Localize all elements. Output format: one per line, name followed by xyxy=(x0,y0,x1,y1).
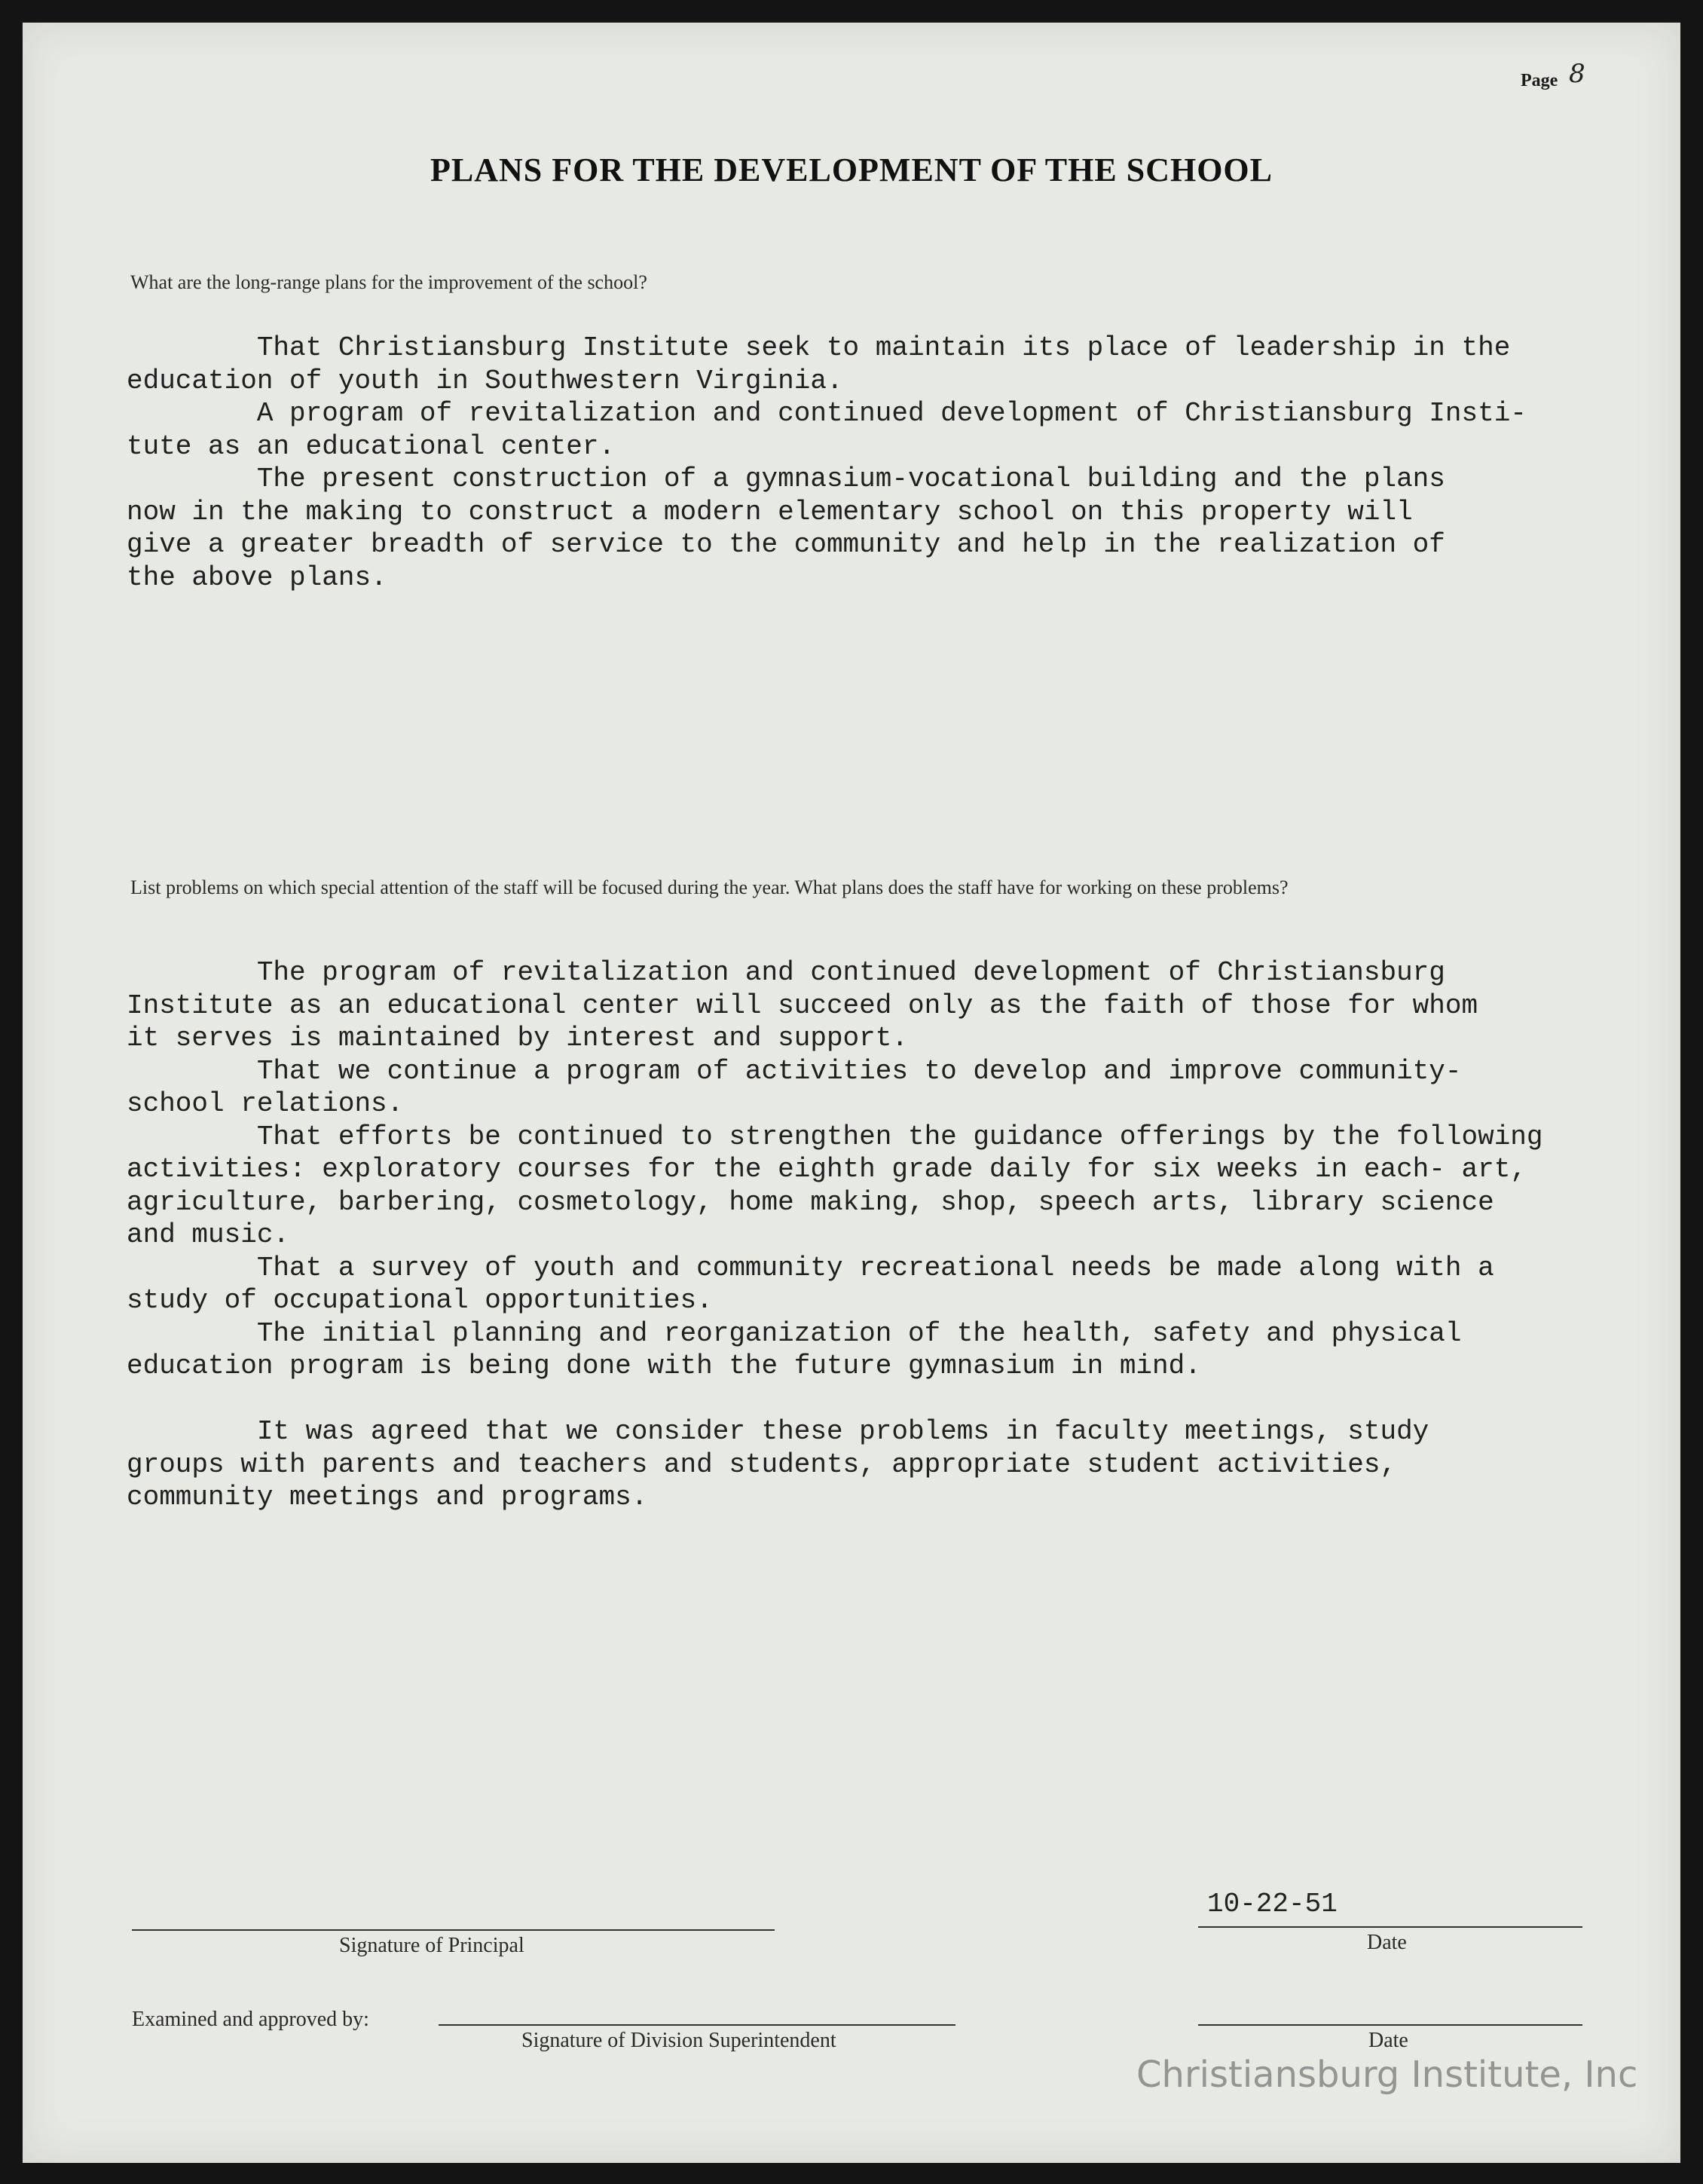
date-label: Date xyxy=(1367,1931,1407,1954)
date-label-2: Date xyxy=(1368,2029,1408,2052)
date-line xyxy=(1198,1926,1582,1928)
typed-line: tute as an educational center. xyxy=(127,430,616,462)
typed-line: That Christiansburg Institute seek to maintain its place of leadership in the xyxy=(127,332,1511,363)
typed-line: and music. xyxy=(127,1219,290,1250)
typed-line: now in the making to construct a modern elementary school on this property will xyxy=(127,496,1413,528)
typed-line: That a survey of youth and community recreational needs be made along with a xyxy=(127,1252,1494,1283)
typed-line: agriculture, barbering, cosmetology, home making, shop, speech arts, library science xyxy=(127,1186,1494,1218)
typed-line: study of occupational opportunities. xyxy=(127,1285,713,1316)
typed-line: That we continue a program of activities to develop and improve community- xyxy=(127,1055,1462,1087)
page-label: Page xyxy=(1521,71,1558,90)
principal-signature-line xyxy=(132,1929,775,1931)
date-value: 10-22-51 xyxy=(1207,1889,1338,1919)
typed-line: A program of revitalization and continued development of Christiansburg Insti- xyxy=(127,398,1527,429)
typed-line: it serves is maintained by interest and support. xyxy=(127,1023,908,1054)
typed-line: community meetings and programs. xyxy=(127,1482,648,1513)
typed-line: education of youth in Southwestern Virginia. xyxy=(127,365,843,396)
superintendent-signature-label: Signature of Division Superintendent xyxy=(521,2029,836,2052)
typed-line: activities: exploratory courses for the eighth grade daily for six weeks in each- art, xyxy=(127,1154,1527,1185)
typed-line: The initial planning and reorganization of the health, safety and physical xyxy=(127,1317,1462,1349)
typed-line: Institute as an educational center will succeed only as the faith of those for whom xyxy=(127,990,1478,1021)
typed-answer-long-range-plans xyxy=(127,332,1527,594)
typed-line: It was agreed that we consider these problems in faculty meetings, study xyxy=(127,1416,1429,1447)
typed-line: That efforts be continued to strengthen the guidance offerings by the following xyxy=(127,1121,1543,1152)
question-staff-problems: List problems on which special attention of the staff will be focused during the year. What plans does the staff have for working on these problems? xyxy=(130,876,1289,898)
date-line-2 xyxy=(1198,2024,1582,2026)
superintendent-signature-line xyxy=(439,2024,955,2026)
typed-line: education program is being done with the future gymnasium in mind. xyxy=(127,1350,1201,1381)
typed-line: groups with parents and teachers and students, appropriate student activities, xyxy=(127,1448,1397,1480)
typed-line: the above plans. xyxy=(127,561,387,593)
page-title: PLANS FOR THE DEVELOPMENT OF THE SCHOOL xyxy=(430,151,1273,188)
typed-line xyxy=(127,1383,1543,1416)
typed-line: school relations. xyxy=(127,1088,404,1119)
typed-answer-staff-problems xyxy=(127,956,1543,1514)
typed-line: give a greater breadth of service to the community and help in the realization of xyxy=(127,529,1445,560)
watermark: Christiansburg Institute, Inc xyxy=(1136,2054,1638,2096)
page-number-handwritten: 8 xyxy=(1569,59,1585,89)
examined-approved-label: Examined and approved by: xyxy=(132,2008,369,2031)
question-long-range-plans: What are the long-range plans for the improvement of the school? xyxy=(130,271,647,293)
typed-line: The program of revitalization and continued development of Christiansburg xyxy=(127,957,1445,988)
principal-signature-label: Signature of Principal xyxy=(339,1934,524,1957)
typed-line: The present construction of a gymnasium-vocational building and the plans xyxy=(127,463,1445,494)
